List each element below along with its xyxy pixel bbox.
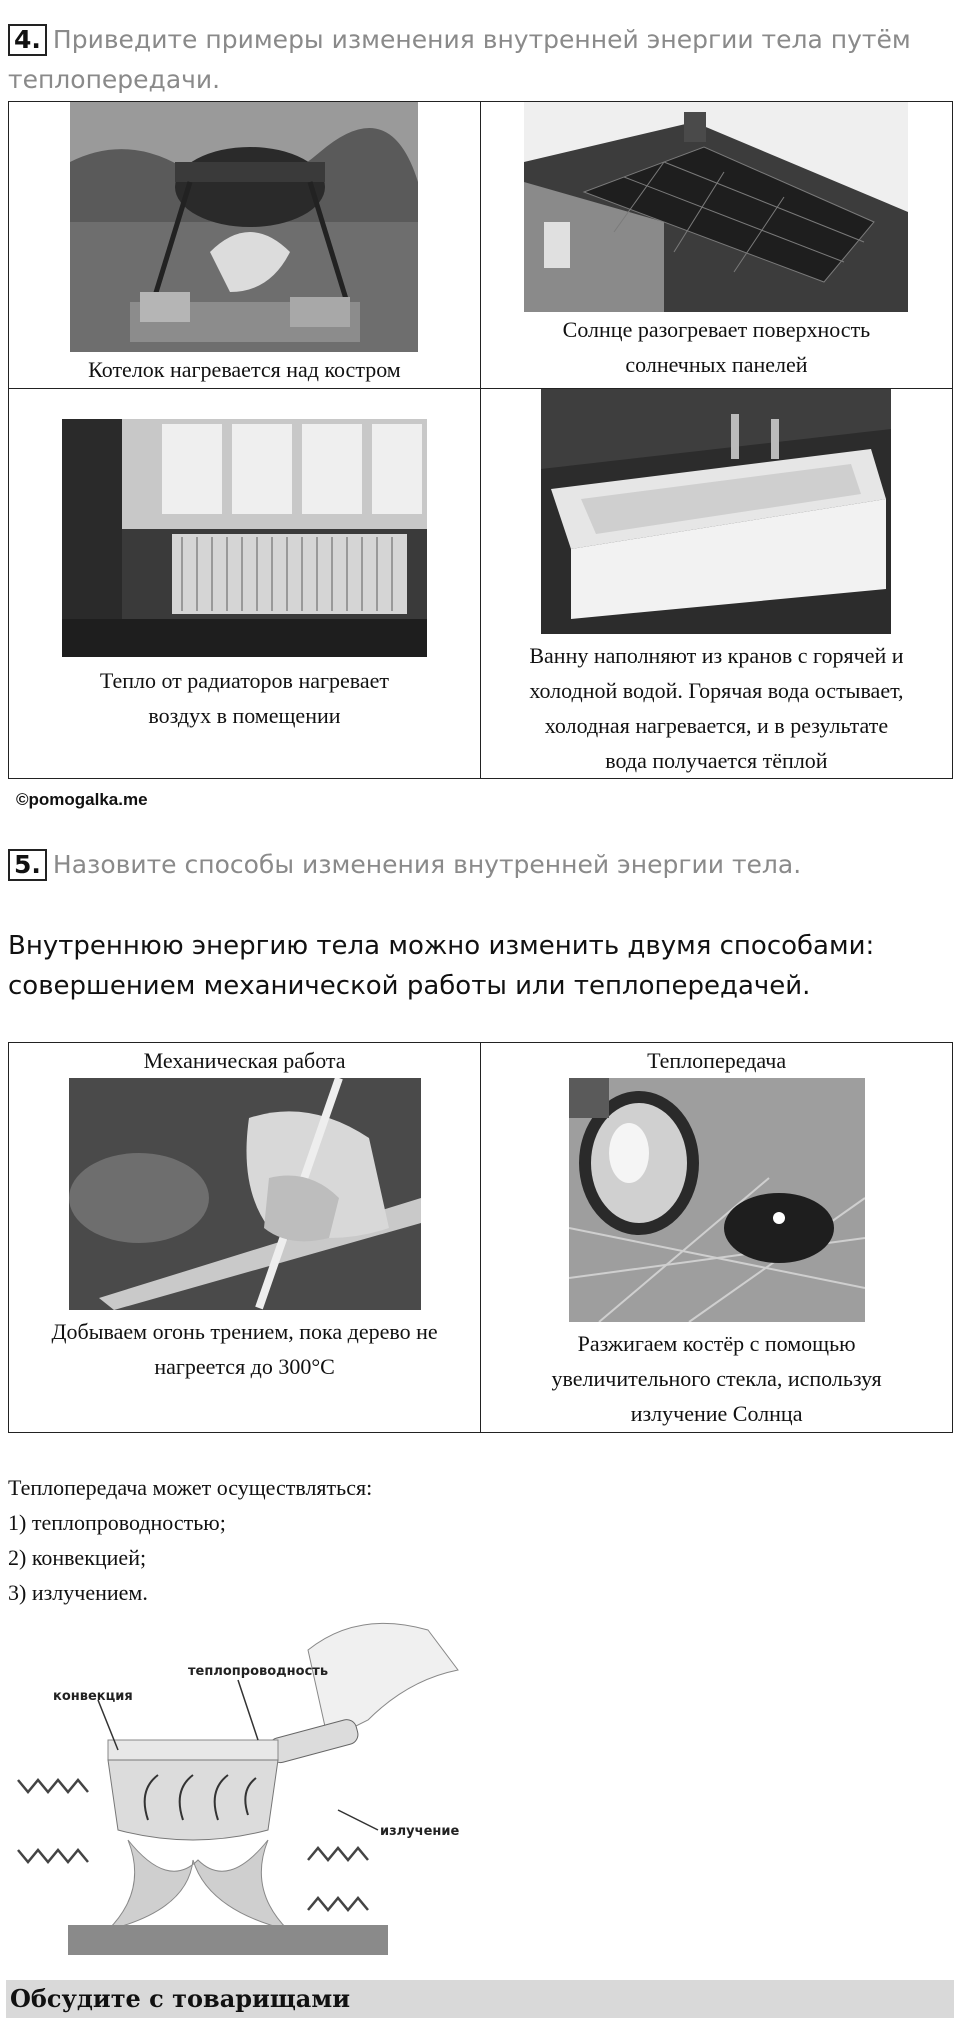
radiator-caption-line1: Тепло от радиаторов нагревает [99,668,390,693]
mechanical-caption-line2: нагреется до 300°С [154,1354,335,1379]
question-4-header [8,20,911,60]
bath-caption-line3: холодная нагревается, и в результате [544,713,889,738]
question-text: Назовите способы изменения внутренней энергии тела. [52,850,802,879]
list-item: 2) конвекцией; [8,1545,147,1570]
examples-table [8,101,953,779]
label-radiation: излучение [380,1824,460,1839]
kettle-fire-photo [70,102,418,352]
radiator-photo [62,419,427,657]
bathtub-photo [541,389,891,634]
cell-mechanical [9,1043,481,1433]
methods-table [8,1042,953,1433]
question-text-line2: теплопередачи. [8,65,221,94]
watermark: ©pomogalka.me [16,790,148,809]
mechanical-title: Механическая работа [143,1048,346,1073]
discuss-banner: Обсудите с товарищами [6,1980,954,2018]
bath-caption-line1: Ванну наполняют из кранов с горячей и [529,643,904,668]
list-item: 3) излучением. [8,1580,148,1605]
heat-transfer-list [8,1470,372,1610]
list-intro: Теплопередача может осуществляться: [8,1475,373,1500]
solar-caption-line1: Солнце разогревает поверхность [562,317,871,342]
label-conduction: теплопроводность [188,1664,329,1679]
answer-line1: Внутреннюю энергию тела можно изменить двумя способами: [8,931,875,961]
heat-transfer-title: Теплопередача [647,1048,787,1073]
bath-caption-line4: вода получается тёплой [605,748,828,773]
cell-solar [480,102,952,389]
mechanical-caption-line1: Добываем огонь трением, пока дерево не [51,1319,438,1344]
cell-radiator [9,389,481,779]
heat-transfer-caption-line2: увеличительного стекла, используя [551,1366,882,1391]
question-text: Приведите примеры изменения внутренней энергии тела путём [52,25,911,54]
heat-transfer-caption-line1: Разжигаем костёр с помощью [577,1331,856,1356]
radiator-caption-line2: воздух в помещении [148,703,341,728]
list-item: 1) теплопроводностью; [8,1510,226,1535]
heat-transfer-diagram [8,1610,478,1960]
kettle-caption: Котелок нагревается над костром [88,357,401,382]
solar-roof-photo [524,102,908,312]
bath-caption-line2: холодной водой. Горячая вода остывает, [529,678,904,703]
question-number: 4. [8,24,47,56]
question-5-header [8,845,801,885]
question-number: 5. [8,849,47,881]
question-4-header-line2 [8,60,220,100]
cell-heat-transfer [481,1043,953,1433]
answer-line2: совершением механической работы или теплопередачей. [8,971,811,1001]
cell-bath [480,389,952,779]
heat-transfer-caption-line3: излучение Солнца [630,1401,803,1426]
label-convection: конвекция [53,1689,133,1704]
solar-caption-line2: солнечных панелей [625,352,808,377]
cell-kettle [9,102,481,389]
friction-fire-photo [69,1078,421,1310]
magnifier-fire-photo [569,1078,865,1322]
